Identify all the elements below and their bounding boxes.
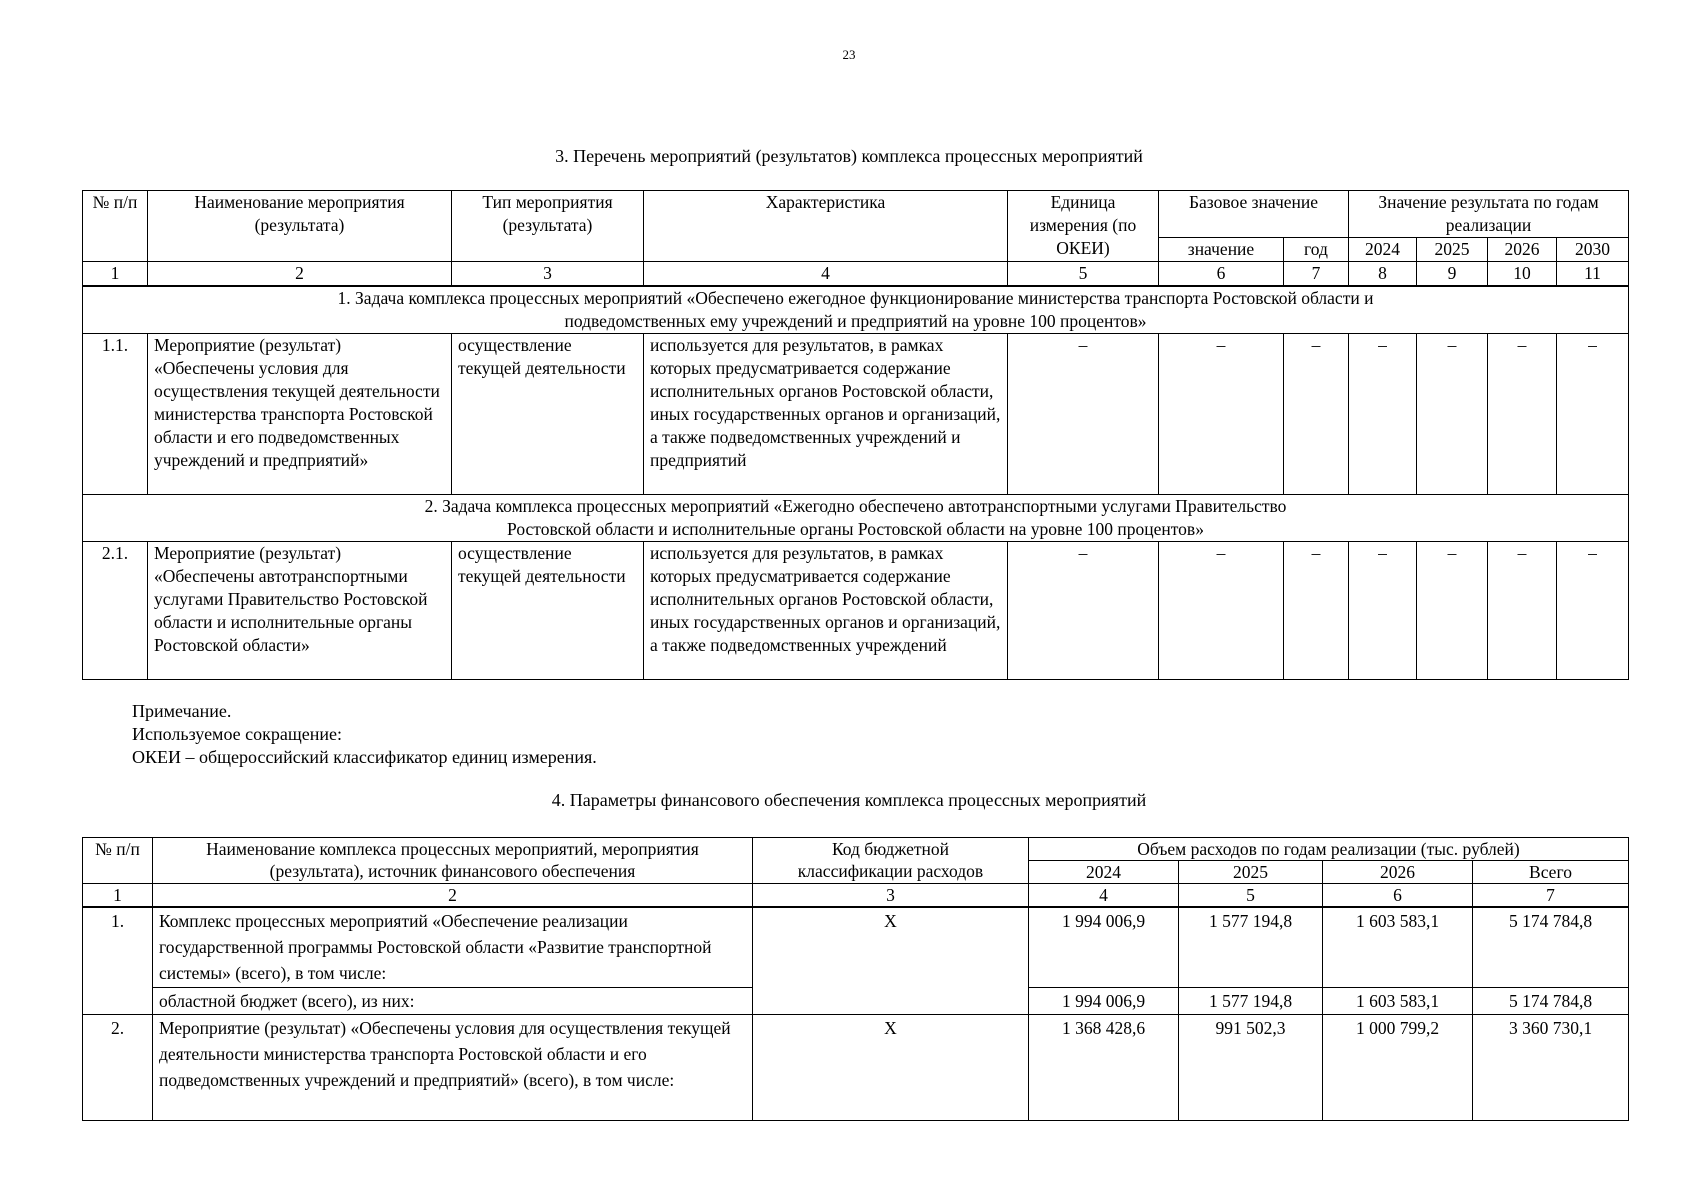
row-name: Мероприятие (результат) «Обеспечены условия для осуществления текущей деятельности министерства транспорта Ростовской области и его подведомственных учреждений и предприятий»	[148, 334, 452, 495]
column-numbers-row	[83, 262, 1629, 287]
section-3-title: 3. Перечень мероприятий (результатов) комплекса процессных мероприятий	[555, 146, 1143, 166]
row-num: 2.1.	[83, 542, 148, 680]
fin-header-2024: 2024	[1029, 861, 1179, 884]
fin-row-2026: 1 603 583,1	[1323, 987, 1473, 1014]
column-number: 9	[1417, 262, 1488, 287]
fin-header-volume: Объем расходов по годам реализации (тыс. рублей)	[1029, 838, 1629, 861]
column-number: 2	[153, 884, 753, 908]
fin-row-total: 5 174 784,8	[1473, 987, 1629, 1014]
row-num: 1.1.	[83, 334, 148, 495]
task-1-row: 1. Задача комплекса процессных мероприятий «Обеспечено ежегодное функционирование министерства транспорта Ростовской области и подведомственных ему учреждений и предприятий на уровне 100 процентов»	[83, 286, 1629, 334]
header-year-2024: 2024	[1349, 238, 1417, 262]
section-4-title: 4. Параметры финансового обеспечения комплекса процессных мероприятий	[551, 790, 1147, 810]
row-value-2026: –	[1488, 334, 1557, 495]
column-number: 7	[1284, 262, 1349, 287]
fin-header-name: Наименование комплекса процессных мероприятий, мероприятия (результата), источник финансового обеспечения	[153, 838, 753, 884]
fin-row-2024: 1 994 006,9	[1029, 907, 1179, 987]
row-base-value: –	[1159, 334, 1284, 495]
row-base-year: –	[1284, 334, 1349, 495]
column-number: 10	[1488, 262, 1557, 287]
fin-row-total: 3 360 730,1	[1473, 1014, 1629, 1120]
row-characteristic: используется для результатов, в рамках которых предусматривается содержание исполнительных органов Ростовской области, иных государственных органов и организаций, а также подведомственных учреждений	[644, 542, 1008, 680]
fin-row-num: 1.	[83, 907, 153, 1014]
column-number: 5	[1179, 884, 1323, 908]
fin-row-2026: 1 603 583,1	[1323, 907, 1473, 987]
note-title: Примечание.	[132, 701, 232, 721]
task-2-row: 2. Задача комплекса процессных мероприятий «Ежегодно обеспечено автотранспортными услугами Правительство Ростовской области и исполнительные органы Ростовской области на уровне 100 процентов»	[83, 495, 1629, 542]
header-year-2026: 2026	[1488, 238, 1557, 262]
fin-row-name: Мероприятие (результат) «Обеспечены условия для осуществления текущей деятельности министерства транспорта Ростовской области и его подведомственных учреждений и предприятий» (всего), в том числе:	[153, 1014, 753, 1120]
column-number: 1	[83, 884, 153, 908]
row-base-year: –	[1284, 542, 1349, 680]
column-number: 1	[83, 262, 148, 287]
fin-header-code: Код бюджетной классификации расходов	[753, 838, 1029, 884]
row-type: осуществление текущей деятельности	[452, 542, 644, 680]
row-value-2025: –	[1417, 334, 1488, 495]
fin-row-2026: 1 000 799,2	[1323, 1014, 1473, 1120]
fin-header-total: Всего	[1473, 861, 1629, 884]
fin-row-2025: 1 577 194,8	[1179, 907, 1323, 987]
column-number: 3	[753, 884, 1029, 908]
fin-row-total: 5 174 784,8	[1473, 907, 1629, 987]
header-base-year: год	[1284, 238, 1349, 262]
activities-table	[82, 190, 1629, 680]
row-value-2026: –	[1488, 542, 1557, 680]
row-value-2024: –	[1349, 542, 1417, 680]
row-value-2030: –	[1557, 542, 1629, 680]
fin-row-2024: 1 368 428,6	[1029, 1014, 1179, 1120]
fin-row-name: Комплекс процессных мероприятий «Обеспечение реализации государственной программы Ростовской области «Развитие транспортной системы» (всего), в том числе:	[153, 907, 753, 987]
header-year-2025: 2025	[1417, 238, 1488, 262]
header-num: № п/п	[83, 191, 148, 262]
row-unit: –	[1008, 334, 1159, 495]
fin-row-2025: 991 502,3	[1179, 1014, 1323, 1120]
column-number: 5	[1008, 262, 1159, 287]
note-abbreviation-okei: ОКЕИ – общероссийский классификатор единиц измерения.	[132, 747, 597, 767]
header-name: Наименование мероприятия (результата)	[148, 191, 452, 262]
column-number: 11	[1557, 262, 1629, 287]
fin-row-code: Х	[753, 1014, 1029, 1120]
column-number: 7	[1473, 884, 1629, 908]
fin-header-num: № п/п	[83, 838, 153, 884]
fin-header-2026: 2026	[1323, 861, 1473, 884]
header-characteristic: Характеристика	[644, 191, 1008, 262]
column-number: 6	[1159, 262, 1284, 287]
fin-header-2025: 2025	[1179, 861, 1323, 884]
row-value-2025: –	[1417, 542, 1488, 680]
row-type: осуществление текущей деятельности	[452, 334, 644, 495]
fin-column-numbers-row	[83, 884, 1629, 908]
header-year-2030: 2030	[1557, 238, 1629, 262]
fin-row-2025: 1 577 194,8	[1179, 987, 1323, 1014]
header-result: Значение результата по годам реализации	[1349, 191, 1629, 238]
row-value-2024: –	[1349, 334, 1417, 495]
fin-row-code: Х	[753, 907, 1029, 1014]
fin-row-num: 2.	[83, 1014, 153, 1120]
column-number: 8	[1349, 262, 1417, 287]
column-number: 6	[1323, 884, 1473, 908]
row-base-value: –	[1159, 542, 1284, 680]
financing-table	[82, 837, 1629, 1121]
row-name: Мероприятие (результат) «Обеспечены автотранспортными услугами Правительство Ростовской области и исполнительные органы Ростовской области»	[148, 542, 452, 680]
column-number: 3	[452, 262, 644, 287]
page-number: 23	[842, 47, 856, 62]
note	[132, 700, 597, 769]
fin-row-2024: 1 994 006,9	[1029, 987, 1179, 1014]
row-unit: –	[1008, 542, 1159, 680]
column-number: 2	[148, 262, 452, 287]
row-value-2030: –	[1557, 334, 1629, 495]
header-base-value: значение	[1159, 238, 1284, 262]
header-unit: Единица измерения (по ОКЕИ)	[1008, 191, 1159, 262]
header-type: Тип мероприятия (результата)	[452, 191, 644, 262]
fin-row-name: областной бюджет (всего), из них:	[153, 987, 753, 1014]
note-abbreviation-label: Используемое сокращение:	[132, 724, 342, 744]
column-number: 4	[1029, 884, 1179, 908]
row-characteristic: используется для результатов, в рамках которых предусматривается содержание исполнительных органов Ростовской области, иных государственных органов и организаций, а также подведомственных учреждений и предприятий	[644, 334, 1008, 495]
header-base: Базовое значение	[1159, 191, 1349, 238]
column-number: 4	[644, 262, 1008, 287]
